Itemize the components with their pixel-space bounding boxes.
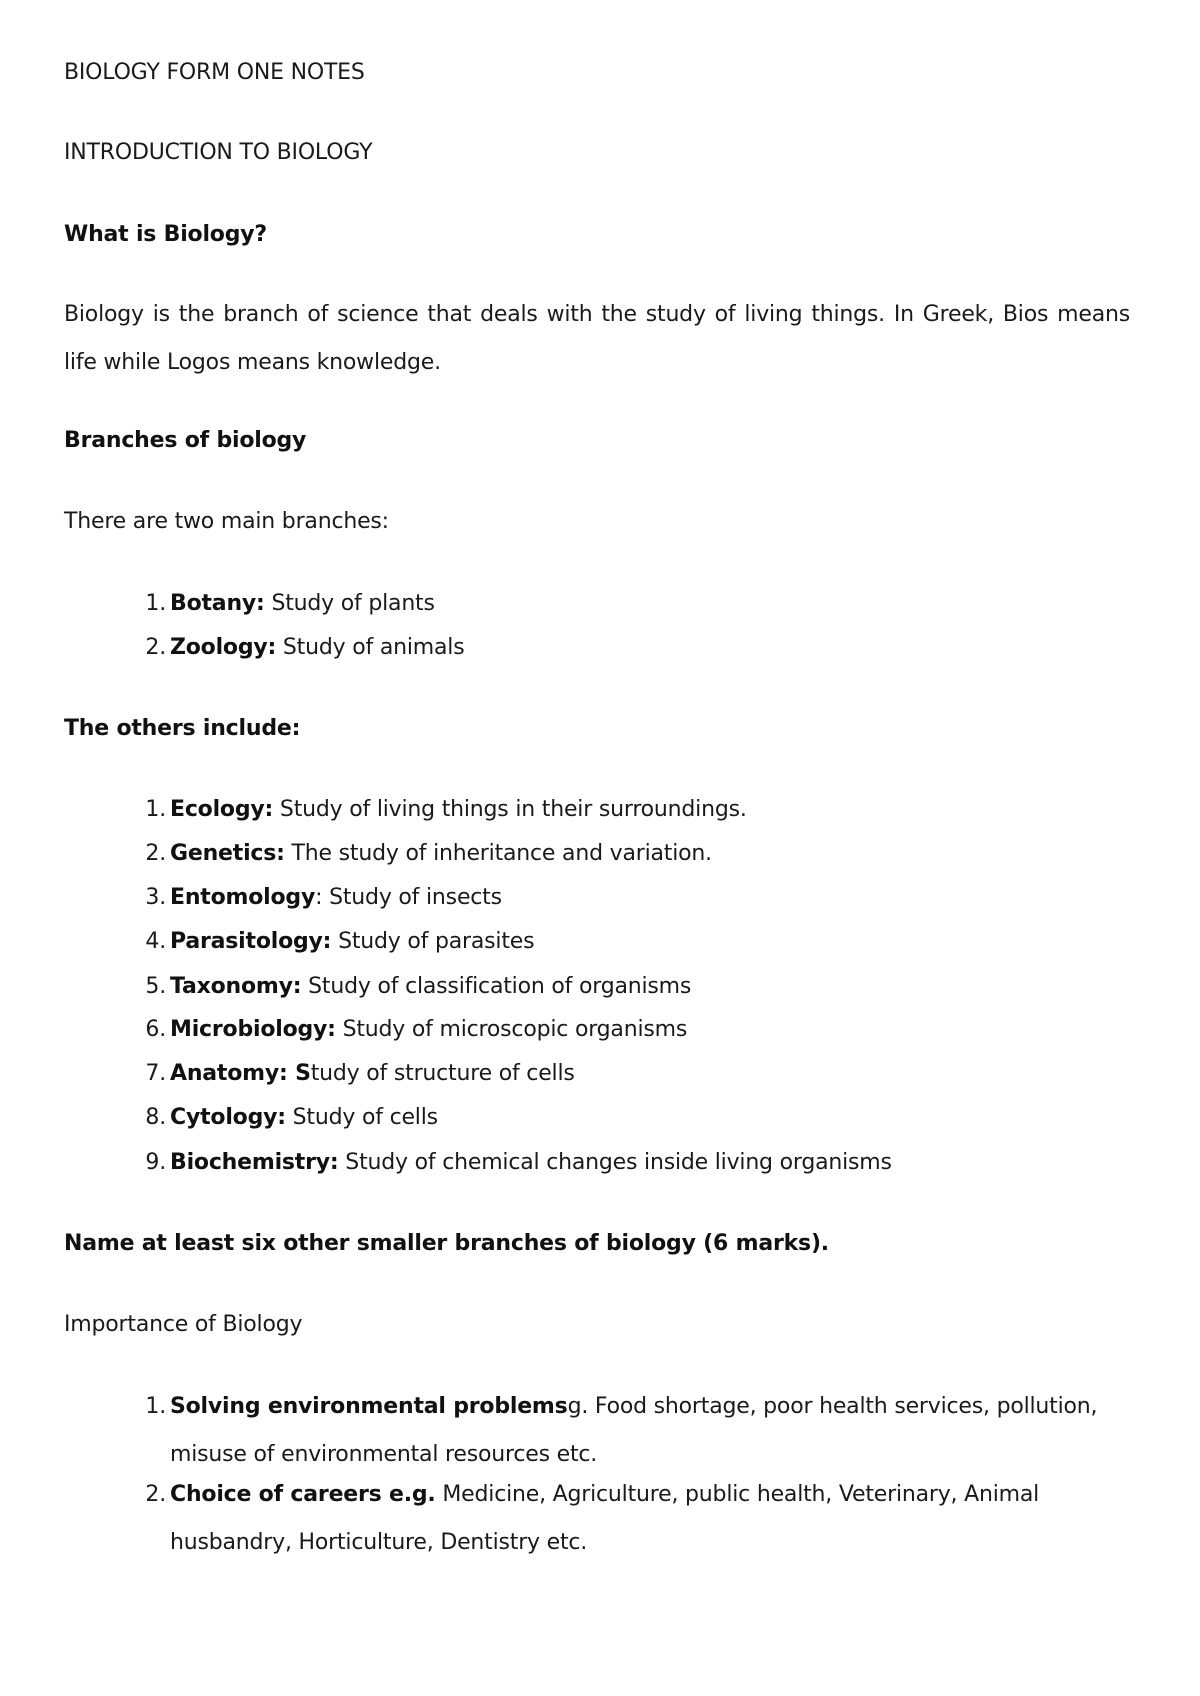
biology-definition: Biology is the branch of science that deals with the study of living things. In Greek, Bios means life while Logos means knowledge.	[64, 302, 1130, 375]
importance-item-1: Solving environmental problemsg. Food shortage, poor health services, pollution, misuse of environmental resources etc.	[170, 1394, 1098, 1467]
exam-question: Name at least six other smaller branches of biology (6 marks).	[64, 1231, 829, 1256]
others-heading: The others include:	[64, 716, 301, 741]
importance-item-2: Choice of careers e.g. Medicine, Agriculture, public health, Veterinary, Animal husbandry, Horticulture, Dentistry etc.	[170, 1482, 1040, 1555]
importance-heading: Importance of Biology	[64, 1312, 303, 1337]
list-item: 2.	[145, 1482, 166, 1507]
list-item: 1.	[145, 1394, 166, 1419]
topic-heading: INTRODUCTION TO BIOLOGY	[64, 140, 373, 165]
branches-heading: Branches of biology	[64, 428, 307, 453]
document-page: BIOLOGY FORM ONE NOTES INTRODUCTION TO BIOLOGY What is Biology? Biology is the branch of science that deals with the study of living things. In Greek, Bios means life while Logos means knowledge. Branches of biology There are two main branches: 1. Botany: Study of plants 2. Zoology: Study of animals The others include: 1. Ecology: Study of living things in their surroundings. 2. Genetics: The study of inheritance and variation. 3. Entomology: Study of insects 4. Parasitology: Study of parasites 5. Taxonomy: Study of classification of organisms 6. Microbiology: Study of microscopic organisms 7. Anatomy: Study of structure of cells 8. Cytology: Study of cells 9. Biochemistry: Study of chemical changes inside living organisms Name at least six other smaller branches of biology (6 marks). Importance of Biology 1. Solving environmental problemsg. Food shortage, poor health services, pollution, misuse of environmental resources etc. 2. Choice of careers e.g. Medicine, Agriculture, public health, Veterinary, Animal husbandry, Horticulture, Dentistry etc.	[0, 0, 1200, 1696]
what-is-biology-heading: What is Biology?	[64, 222, 267, 247]
document-title: BIOLOGY FORM ONE NOTES	[64, 60, 365, 85]
branches-intro: There are two main branches:	[64, 509, 389, 534]
